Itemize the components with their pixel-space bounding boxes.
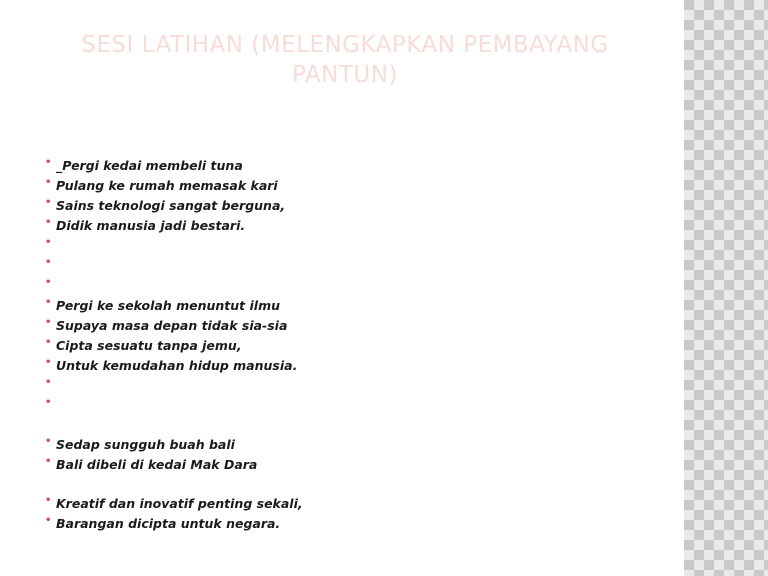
pantun-line bbox=[42, 435, 642, 455]
pantun-line-text: Supaya masa depan tidak sia-sia bbox=[56, 318, 288, 333]
pantun-line bbox=[42, 316, 642, 336]
bullet-icon: • bbox=[45, 297, 52, 308]
pantun-list bbox=[42, 156, 642, 534]
bullet-icon: • bbox=[45, 177, 52, 188]
bullet-icon: • bbox=[45, 237, 52, 248]
pantun-line-text: Sains teknologi sangat berguna, bbox=[56, 198, 286, 213]
bullet-icon: • bbox=[45, 337, 52, 348]
pantun-line-text: Barangan dicipta untuk negara. bbox=[56, 516, 281, 531]
pantun-line-text: Untuk kemudahan hidup manusia. bbox=[56, 358, 298, 373]
pantun-line-text: Cipta sesuatu tanpa jemu, bbox=[56, 338, 242, 353]
bullet-icon: • bbox=[45, 277, 52, 288]
pantun-line-text: Didik manusia jadi bestari. bbox=[56, 218, 246, 233]
bullet-icon: • bbox=[45, 317, 52, 328]
bullet-icon: • bbox=[45, 157, 52, 168]
bullet-icon: • bbox=[45, 515, 52, 526]
pantun-line bbox=[42, 455, 642, 475]
pantun-line-text: Bali dibeli di kedai Mak Dara bbox=[56, 457, 258, 472]
bullet-icon: • bbox=[45, 456, 52, 467]
pantun-line bbox=[42, 176, 642, 196]
empty-bullet-line bbox=[42, 256, 642, 276]
empty-bullet-line bbox=[42, 236, 642, 256]
pantun-line bbox=[42, 296, 642, 316]
bullet-icon: • bbox=[45, 495, 52, 506]
empty-bullet-line bbox=[42, 416, 642, 435]
bullet-icon: • bbox=[45, 357, 52, 368]
decorative-side-panel bbox=[684, 0, 768, 576]
empty-bullet-line bbox=[42, 276, 642, 296]
empty-bullet-line bbox=[42, 396, 642, 416]
empty-bullet-line bbox=[42, 376, 642, 396]
bullet-icon: • bbox=[45, 436, 52, 447]
empty-bullet-line bbox=[42, 475, 642, 494]
pantun-line bbox=[42, 514, 642, 534]
pantun-line bbox=[42, 494, 642, 514]
pantun-line bbox=[42, 156, 642, 176]
pantun-line bbox=[42, 356, 642, 376]
bullet-icon: • bbox=[45, 377, 52, 388]
pantun-line bbox=[42, 196, 642, 216]
pantun-line bbox=[42, 216, 642, 236]
pantun-line-text: Kreatif dan inovatif penting sekali, bbox=[56, 496, 303, 511]
pantun-line-text: _Pergi kedai membeli tuna bbox=[56, 158, 243, 173]
pantun-line-text: Sedap sungguh buah bali bbox=[56, 437, 235, 452]
pantun-line bbox=[42, 336, 642, 356]
pantun-line-text: Pulang ke rumah memasak kari bbox=[56, 178, 278, 193]
bullet-icon: • bbox=[45, 397, 52, 408]
pantun-line-text: Pergi ke sekolah menuntut ilmu bbox=[56, 298, 280, 313]
bullet-icon: • bbox=[45, 197, 52, 208]
bullet-icon: • bbox=[45, 257, 52, 268]
bullet-icon: • bbox=[45, 217, 52, 228]
slide-title: SESI LATIHAN (MELENGKAPKAN PEMBAYANG PANTUN) bbox=[81, 32, 609, 88]
